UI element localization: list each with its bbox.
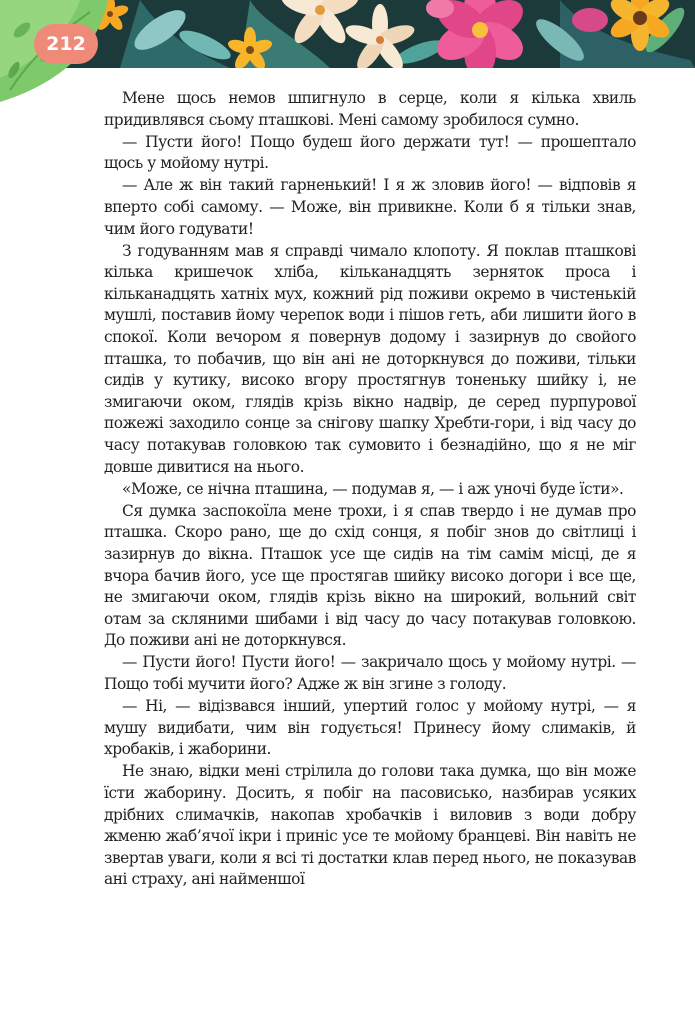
banner-leaf-dark	[120, 0, 230, 68]
paragraph: «Може, се нічна пташина, — подумав я, — і аж уночі буде їсти».	[122, 479, 624, 498]
paragraph: Мене щось немов шпигнуло в серце, коли я кілька хвиль придивлявся сьому пташкові. Мені самому зробилося сумно.	[104, 89, 636, 129]
story-text	[104, 88, 636, 891]
pink-bud	[572, 8, 608, 32]
paragraph: З годуванням мав я справді чимало клопоту. Я поклав пташкові кілька кришечок хліба, кільканадцять зерняток проса і кільканадцять хатніх мух, кожний рід поживи окремо в чистенькій мушлі, поставив йому черепок води і пішов геть, аби лишити його в спокої. Коли вечором я повернув додому і зазирнув до свойого пташка, то побачив, що він ані не доторкнувся до поживи, тільки сидів у кутику, високо вгору простягнув тоненьку шийку і, не змигаючи оком, глядів крізь вікно надвір, де серед пурпурової пожежі заходило сонце за снігову шапку Хребти-гори, і від часу до часу потакував головкою так сумовито і безнадійно, що я не міг довше дивитися на нього.	[104, 241, 636, 476]
paragraph: — Пусти його! Пощо будеш його держати тут! — прошептало щось у мойому нутрі.	[104, 132, 636, 173]
paragraph: — Пусти його! Пусти його! — закричало щось у мойому нутрі. — Пощо тобі мучити його? Адже ж він згине з голоду.	[104, 653, 636, 694]
paragraph: — Але ж він такий гарненький! І я ж зловив його! — відповів я вперто собі самому. — Може, він привикне. Коли б я тільки знав, чим його годувати!	[104, 176, 636, 238]
paragraph: — Ні, — відізвався інший, упертий голос у мойому нутрі, — я мушу видибати, чим він годується! Принесу йому слимаків, й хробаків, і жаборини.	[104, 697, 636, 759]
paragraph: Ся думка заспокоїла мене трохи, і я спав твердо і не думав про пташка. Скоро рано, ще до схід сонця, я побіг знов до світлиці і зазирнув до вікна. Пташок усе ще сидів на тім самім місці, де я вчора бачив його, усе ще простягав шийку високо догори і все ще, не змигаючи оком, глядів крізь вікно на широкий, вольний світ отам за скляними шибами і від часу до часу потакував головкою. До поживи ані не доторкнувся.	[104, 501, 636, 650]
page-number: 212	[34, 24, 98, 64]
paragraph: Не знаю, відки мені стрілила до голови така думка, що він може їсти жаборину. Досить, я побіг на пасовисько, назбирав усяких дрібних слимачків, накопав хробачків і виловив з води добру жменю жаб’ячої ікри і приніс усе те мойому бранцеві. Він навіть не звертав уваги, коли я всі ті достатки клав перед нього, не показував ані страху, ані найменшої	[104, 762, 636, 889]
